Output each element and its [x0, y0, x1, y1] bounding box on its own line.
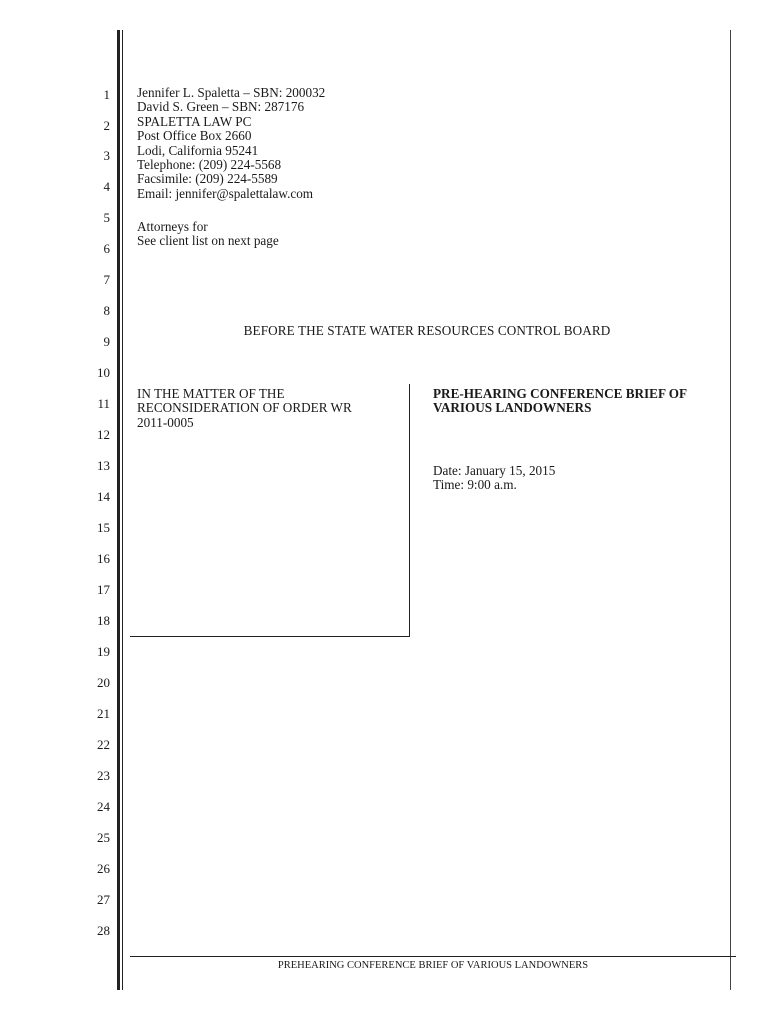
line-number: 11 — [97, 396, 110, 411]
caption-matter — [137, 387, 397, 430]
line-number: 24 — [97, 799, 110, 814]
footer-rule — [130, 956, 736, 957]
line-number: 25 — [97, 830, 110, 845]
matter-line: 2011-0005 — [137, 414, 194, 430]
left-margin-rule-thin — [122, 30, 123, 990]
line-number: 20 — [97, 675, 110, 690]
line-number: 12 — [97, 427, 110, 442]
attorneys-for-label: Attorneys for — [137, 219, 208, 234]
line-number: 22 — [97, 737, 110, 752]
line-number: 1 — [103, 87, 110, 102]
line-number: 17 — [97, 582, 110, 597]
line-number: 2 — [103, 118, 110, 133]
footer-title: PREHEARING CONFERENCE BRIEF OF VARIOUS LANDOWNERS — [277, 960, 589, 971]
counsel-block — [137, 86, 325, 201]
brief-title-line: PRE-HEARING CONFERENCE BRIEF OF — [433, 386, 688, 401]
line-number: 28 — [97, 923, 110, 938]
address-line: Post Office Box 2660 — [137, 128, 252, 144]
line-number: 27 — [97, 892, 110, 907]
line-number: 15 — [97, 520, 110, 535]
attorney-name: Jennifer L. Spaletta – SBN: 200032 — [137, 85, 326, 100]
line-number: 6 — [103, 241, 110, 256]
left-margin-rule-thick — [117, 30, 120, 990]
line-number: 4 — [103, 179, 110, 194]
line-number: 23 — [97, 768, 110, 783]
line-number: 21 — [97, 706, 110, 721]
facsimile: Facsimile: (209) 224-5589 — [137, 171, 278, 187]
line-number: 26 — [97, 861, 110, 876]
right-margin-rule — [730, 30, 731, 990]
client-note: See client list on next page — [137, 233, 279, 249]
caption-divider-vertical — [409, 384, 410, 637]
line-number: 16 — [97, 551, 110, 566]
brief-title — [433, 387, 733, 416]
attorney-name: David S. Green – SBN: 287176 — [137, 99, 305, 115]
matter-line: RECONSIDERATION OF ORDER WR — [137, 400, 352, 416]
caption-divider-horizontal — [130, 636, 410, 637]
brief-title-line: VARIOUS LANDOWNERS — [433, 400, 592, 416]
line-number: 14 — [97, 489, 110, 504]
line-number: 19 — [97, 644, 110, 659]
hearing-time: Time: 9:00 a.m. — [433, 477, 517, 493]
hearing-info — [433, 464, 555, 493]
line-number: 13 — [97, 458, 110, 473]
matter-line: IN THE MATTER OF THE — [137, 386, 285, 401]
line-number: 5 — [103, 210, 110, 225]
line-number: 9 — [103, 334, 110, 349]
telephone: Telephone: (209) 224-5568 — [137, 157, 282, 173]
line-number: 7 — [103, 272, 110, 287]
firm-name: SPALETTA LAW PC — [137, 113, 252, 129]
address-line: Lodi, California 95241 — [137, 142, 259, 158]
email: Email: jennifer@spalettalaw.com — [137, 185, 314, 201]
line-number: 18 — [97, 613, 110, 628]
line-number: 3 — [103, 148, 110, 163]
line-number: 8 — [103, 303, 110, 318]
attorneys-for-block — [137, 220, 279, 249]
line-number: 10 — [97, 365, 110, 380]
hearing-date: Date: January 15, 2015 — [433, 463, 556, 478]
board-title: BEFORE THE STATE WATER RESOURCES CONTROL BOARD — [243, 323, 611, 338]
